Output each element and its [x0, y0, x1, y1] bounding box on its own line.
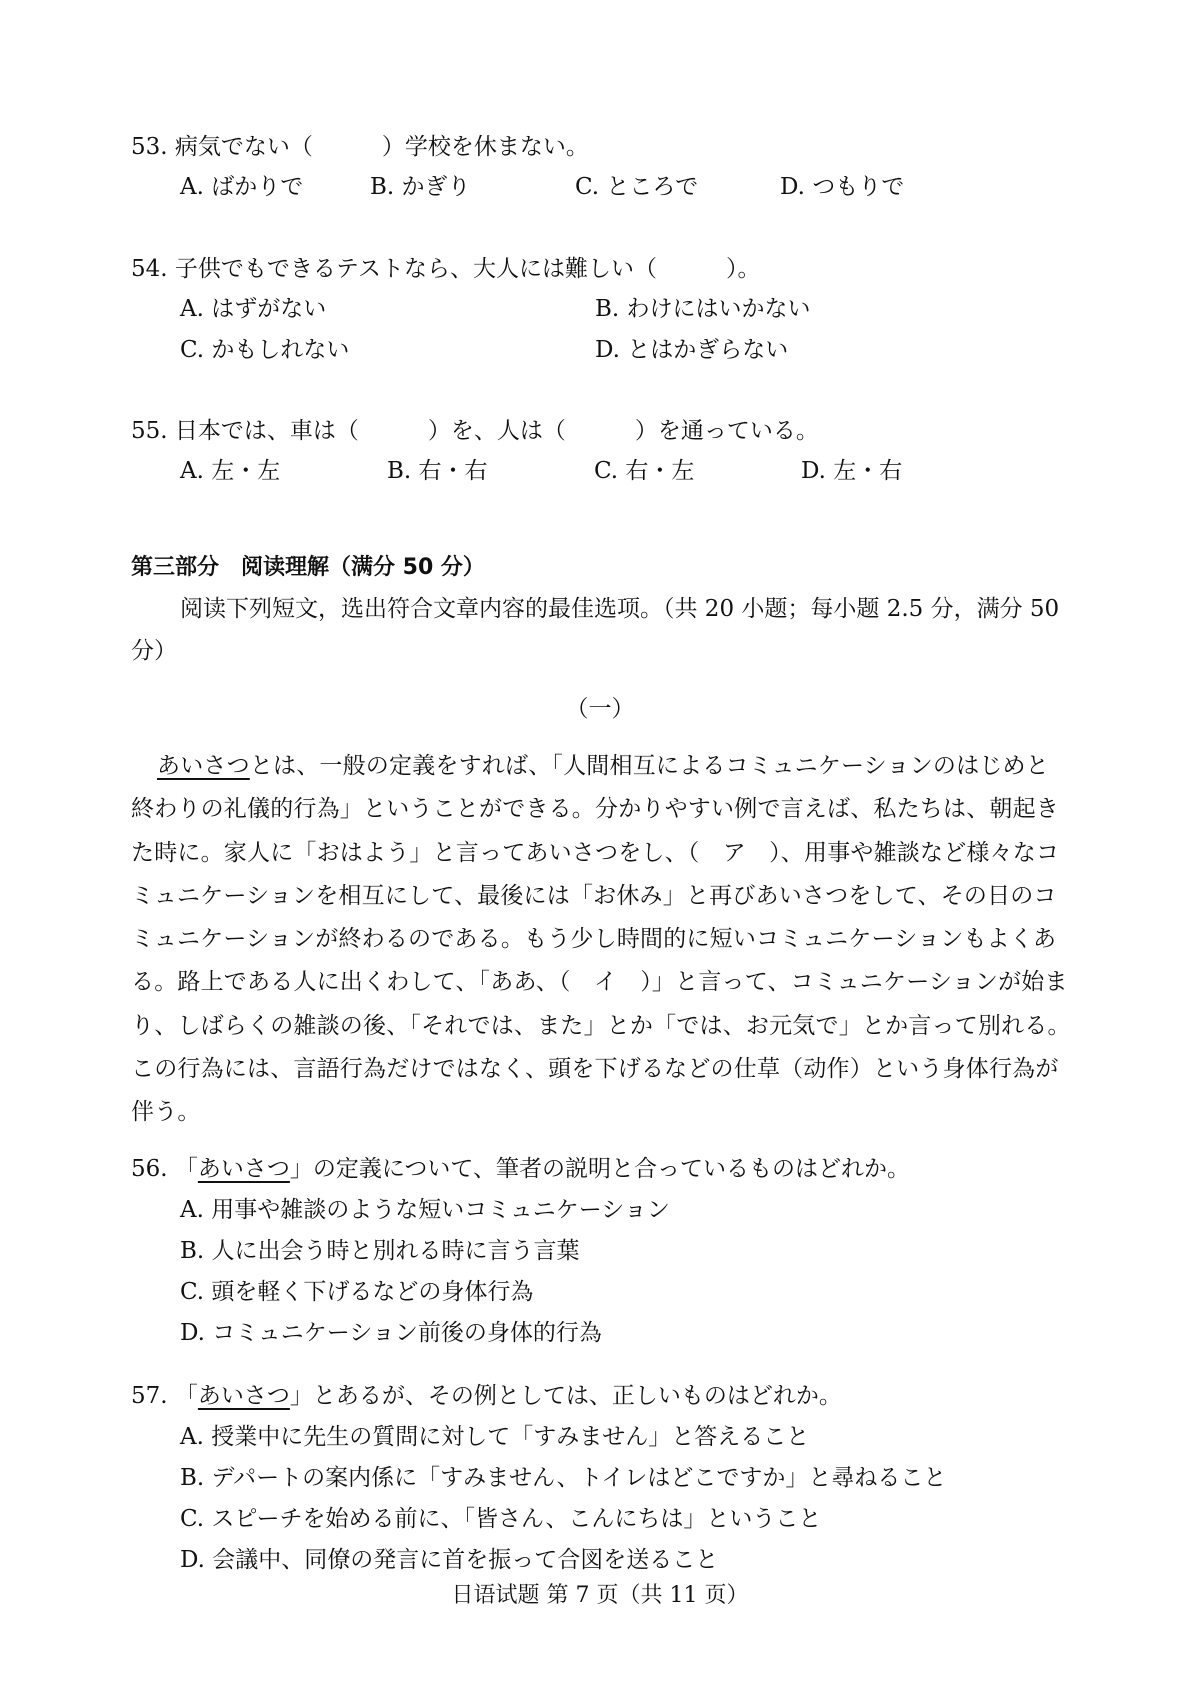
question-54-options-row1 — [180, 290, 811, 323]
question-57-option-d: D. 会議中、同僚の発言に首を振って合図を送ること — [180, 1547, 719, 1573]
question-54-option-c: C. かもしれない — [180, 337, 350, 363]
question-54-options-row2 — [180, 331, 788, 364]
question-53-option-c: C. ところで — [575, 174, 699, 200]
question-54-option-a: A. はずがない — [180, 296, 327, 322]
question-56-option-b: B. 人に出会う時と別れる時に言う言葉 — [180, 1238, 580, 1264]
question-57-option-a: A. 授業中に先生の質問に対して「すみません」と答えること — [180, 1424, 810, 1450]
question-57-prefix: 57. 「 — [131, 1383, 198, 1409]
question-54-option-d: D. とはかぎらない — [595, 337, 789, 363]
question-57-keyword: あいさつ — [197, 1383, 290, 1409]
question-55-option-d: D. 左・右 — [801, 458, 903, 484]
question-55-option-c: C. 右・左 — [594, 458, 695, 484]
question-56-option-c: C. 頭を軽く下げるなどの身体行為 — [180, 1279, 534, 1305]
question-56-option-a: A. 用事や雑談のような短いコミュニケーション — [180, 1197, 670, 1223]
question-56-prefix: 56. 「 — [131, 1156, 198, 1182]
question-56-keyword: あいさつ — [197, 1156, 290, 1182]
section-heading: 第三部分 阅读理解（满分 50 分） — [131, 555, 485, 580]
question-55-option-a: A. 左・左 — [180, 458, 281, 484]
question-55-option-b: B. 右・右 — [387, 458, 488, 484]
question-53-option-a: A. ばかりで — [180, 174, 304, 200]
question-57-option-b: B. デパートの案内係に「すみません、トイレはどこですか」と尋ねること — [180, 1465, 947, 1491]
question-53-options — [180, 168, 904, 201]
question-57-option-c: C. スピーチを始める前に、「皆さん、こんにちは」ということ — [180, 1506, 822, 1532]
section-instructions: 阅读下列短文，选出符合文章内容的最佳选项。（共 20 小题；每小题 2.5 分，满分 50 分） — [131, 596, 1060, 664]
question-56-option-d: D. コミュニケーション前後の身体的行為 — [180, 1320, 602, 1346]
page-footer: 日语试题 第 7 页（共 11 页） — [451, 1583, 749, 1608]
passage-keyword: あいさつ — [157, 753, 250, 779]
passage-body: とは、一般の定義をすれば、「人間相互によるコミュニケーションのはじめと終わりの礼儀的行為」ということができる。分かりやすい例で言えば、私たちは、朝起きた時に。家人に「おはよう」と言ってあいさつをし、（ ア ）、用事や雑談など様々なコミュニケーションを相互にして、最後には「お休み」と再びあいさつをして、その日のコミュニケーションが終わるのである。もう少し時間的に短いコミュニケーションもよくある。路上である人に出くわして、「ああ、（ イ ）」と言って、コミュニケーションが始まり、しばらくの雑談の後、「それでは、また」とか「では、お元気で」とか言って別れる。この行為には、言語行為だけではなく、頭を下げるなどの仕草（动作）という身体行為が伴う。 — [131, 753, 1071, 1126]
passage-number: （一） — [565, 696, 635, 722]
question-53-option-b: B. かぎり — [370, 174, 471, 200]
reading-passage — [131, 745, 1071, 1135]
question-54-option-b: B. わけにはいかない — [595, 296, 811, 322]
question-56-suffix: 」の定義について、筆者の説明と合っているものはどれか。 — [289, 1156, 910, 1182]
question-55-options — [180, 452, 902, 485]
question-54-stem: 54. 子供でもできるテストなら、大人には難しい（ ）。 — [131, 256, 761, 282]
question-57-suffix: 」とあるが、その例としては、正しいものはどれか。 — [289, 1383, 842, 1409]
question-57-stem — [131, 1377, 842, 1410]
question-53-option-d: D. つもりで — [780, 174, 905, 200]
question-53-stem: 53. 病気でない（ ）学校を休まない。 — [131, 134, 589, 160]
question-56-stem — [131, 1150, 910, 1183]
question-55-stem: 55. 日本では、車は（ ）を、人は（ ）を通っている。 — [131, 418, 819, 444]
